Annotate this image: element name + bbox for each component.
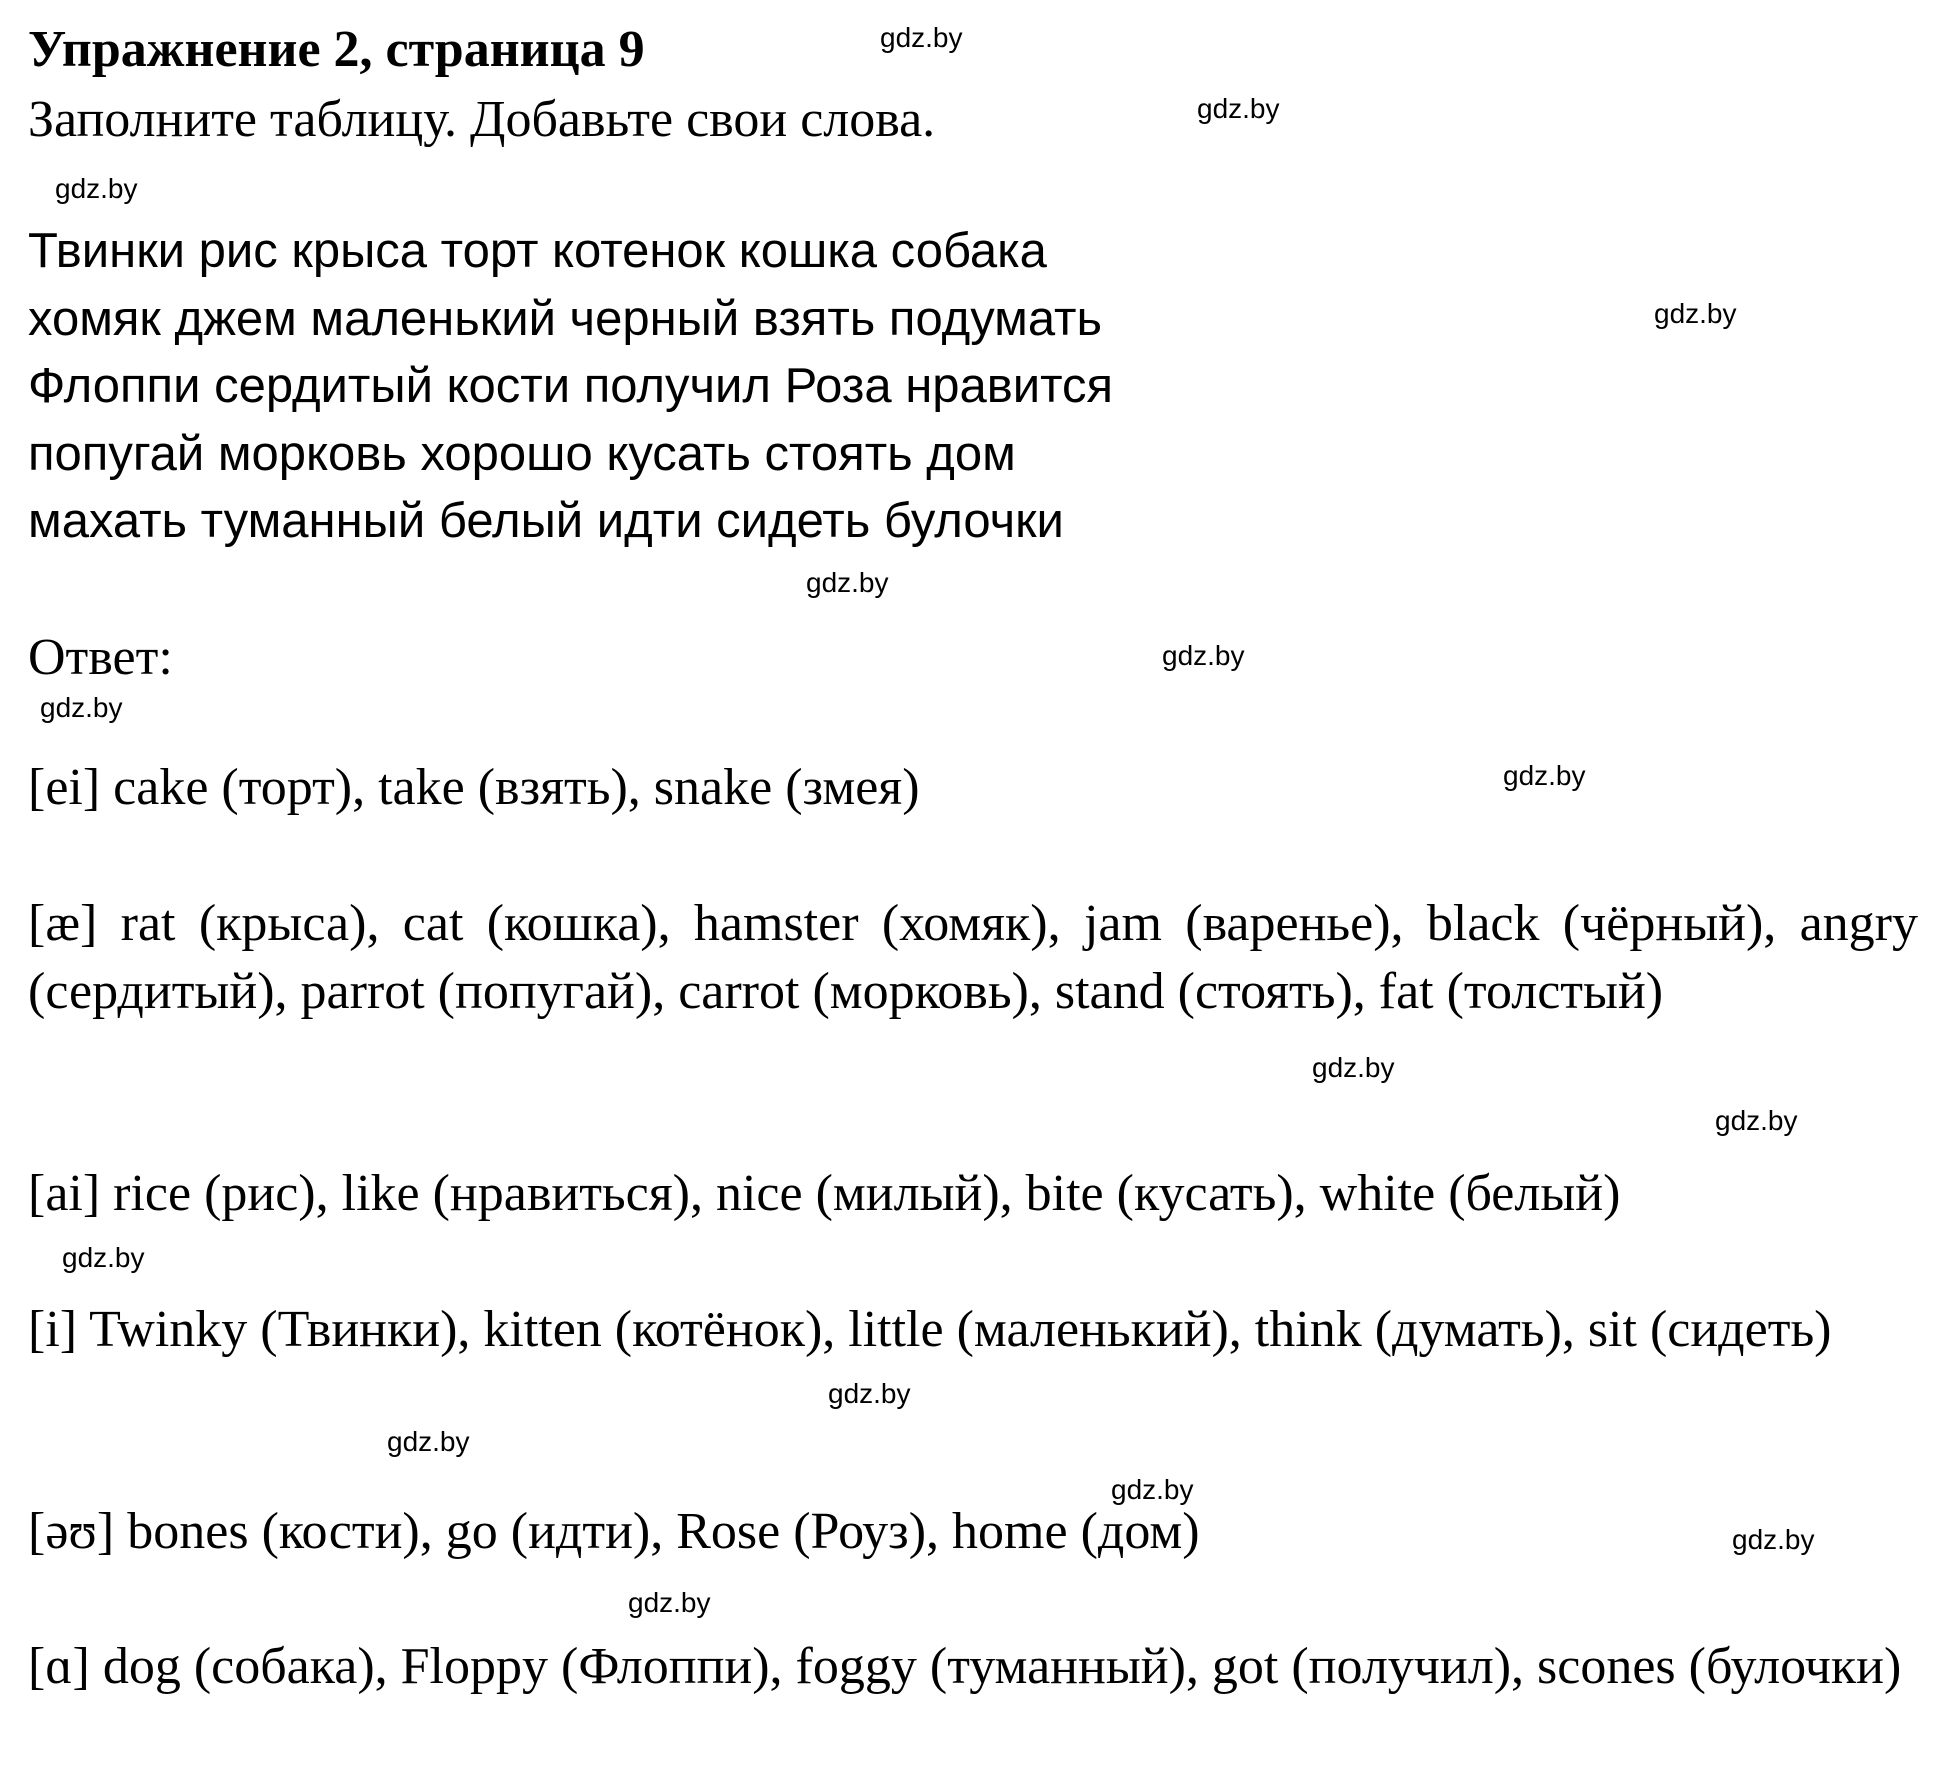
word-list-line: Флоппи сердитый кости получил Роза нравится [28, 359, 1114, 413]
answer-group-ou: [əʊ] bones (кости), go (идти), Rose (Роуз), home (дом) [28, 1503, 1200, 1560]
word-list-line: хомяк джем маленький черный взять подумать [28, 291, 1103, 346]
watermark: gdz.by [1732, 1524, 1815, 1555]
watermark: gdz.by [62, 1242, 145, 1273]
answer-group-ae: [æ] rat (крыса), cat (кошка), hamster (хомяк), jam (варенье), black (чёрный), angry (сердитый), parrot (попугай), carrot (морковь), stand (стоять), fat (толстый) [28, 895, 1918, 1020]
watermark: gdz.by [1715, 1105, 1798, 1136]
watermark: gdz.by [880, 22, 963, 53]
answer-group-i: [i] Twinky (Твинки), kitten (котёнок), little (маленький), think (думать), sit (сидеть) [28, 1301, 1832, 1358]
watermark: gdz.by [628, 1587, 711, 1618]
watermark: gdz.by [55, 173, 138, 204]
watermark: gdz.by [828, 1378, 911, 1409]
answer-group-ai: [ai] rice (рис), like (нравиться), nice (милый), bite (кусать), white (белый) [28, 1165, 1621, 1222]
answer-group-ei: [ei] cake (торт), take (взять), snake (змея) [28, 759, 920, 816]
watermark: gdz.by [1111, 1474, 1194, 1505]
watermark: gdz.by [806, 567, 889, 598]
word-list-line: махать туманный белый идти сидеть булочки [28, 494, 1064, 548]
word-list-line: попугай морковь хорошо кусать стоять дом [28, 426, 1016, 481]
word-list [28, 218, 1113, 556]
page-title: Упражнение 2, страница 9 [28, 21, 645, 78]
answer-group-o: [ɑ] dog (собака), Floppy (Флоппи), foggy (туманный), got (получил), scones (булочки) [28, 1638, 1902, 1695]
watermark: gdz.by [1654, 298, 1737, 329]
watermark: gdz.by [40, 692, 123, 723]
watermark: gdz.by [1197, 93, 1280, 124]
word-list-line: Твинки рис крыса торт котенок кошка собака [28, 224, 1047, 278]
watermark: gdz.by [1312, 1052, 1395, 1083]
watermark: gdz.by [1162, 640, 1245, 671]
instruction-text: Заполните таблицу. Добавьте свои слова. [28, 91, 936, 148]
watermark: gdz.by [387, 1426, 470, 1457]
answer-label: Ответ: [28, 629, 173, 686]
watermark: gdz.by [1503, 760, 1586, 791]
